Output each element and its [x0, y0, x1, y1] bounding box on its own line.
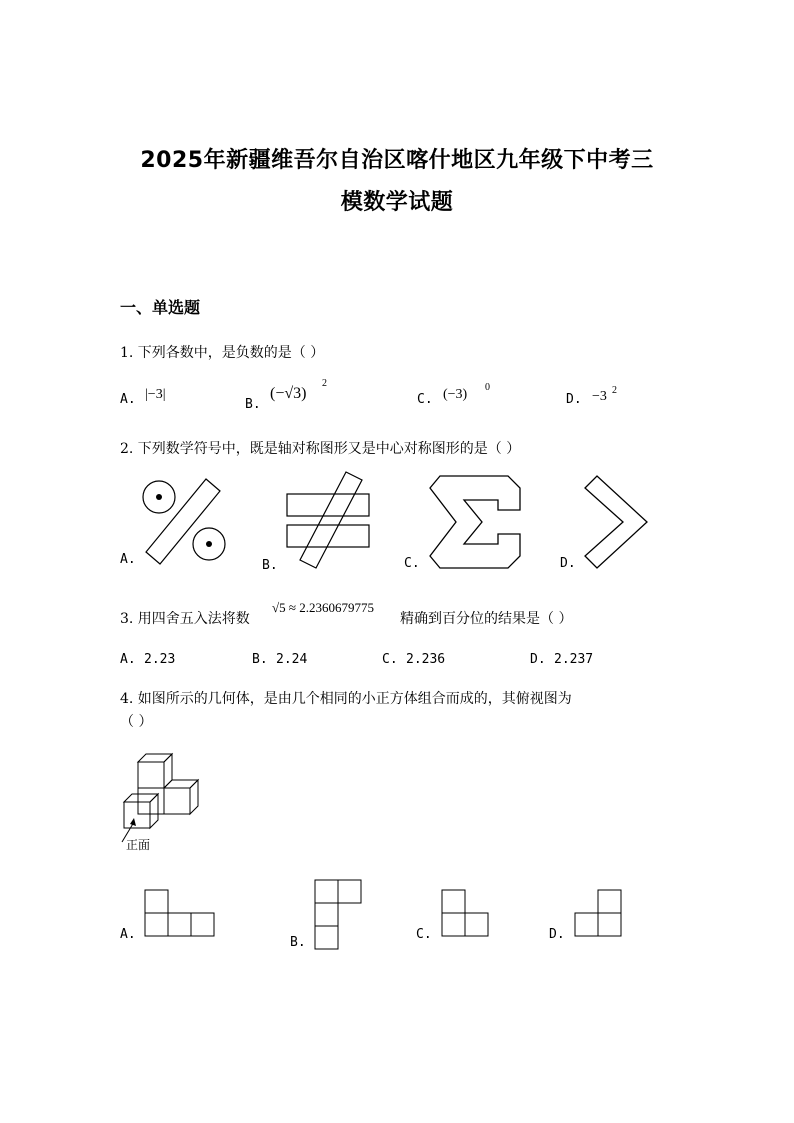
q1-option-a-expr: |−3| — [145, 387, 166, 402]
question-4-stem-line2: （ ） — [120, 714, 153, 730]
question-4-stem-line1: 4. 如图所示的几何体，是由几个相同的小正方体组合而成的，其俯视图为 — [120, 691, 572, 707]
question-2-stem: 2. 下列数学符号中，既是轴对称图形又是中心对称图形的是（ ） — [120, 441, 521, 457]
not-equal-sign-figure — [286, 470, 370, 570]
q1-option-b-sup: 2 — [322, 378, 327, 389]
q1-option-b-expr: (−√3) — [270, 385, 307, 402]
q2-option-b-letter: B. — [262, 558, 278, 573]
q4-option-d-letter: D. — [549, 927, 565, 942]
cube-solid-figure — [118, 750, 204, 850]
q1-option-a-letter: A. — [120, 392, 136, 407]
question-3-stem-after: 精确到百分位的结果是（ ） — [400, 611, 573, 627]
q4-option-c-top-view — [441, 889, 491, 939]
question-1-stem: 1. 下列各数中，是负数的是（ ） — [120, 345, 325, 361]
q4-option-c-letter: C. — [416, 927, 432, 942]
q2-option-d-letter: D. — [560, 556, 576, 571]
sigma-sign-figure — [428, 474, 524, 572]
question-3-stem-before: 3. 用四舍五入法将数 — [120, 611, 250, 627]
document-title-line1: 2025年新疆维吾尔自治区喀什地区九年级下中考三 — [140, 148, 654, 173]
q4-option-a-letter: A. — [120, 927, 136, 942]
q3-option-b-text: 2.24 — [276, 652, 308, 667]
front-view-label: 正面 — [126, 838, 151, 852]
q3-option-b-letter: B. — [252, 652, 268, 667]
q1-option-d-expr: −3 — [592, 389, 607, 404]
q1-option-d-sup: 2 — [612, 385, 617, 396]
q3-option-a-text: 2.23 — [144, 652, 176, 667]
q3-option-d-letter: D. — [530, 652, 546, 667]
q4-option-b-top-view — [314, 879, 362, 951]
q2-option-c-letter: C. — [404, 556, 420, 571]
q1-option-c-expr: (−3) — [443, 387, 468, 402]
q4-option-d-top-view — [574, 889, 624, 939]
q1-option-c-sup: 0 — [485, 382, 490, 393]
document-title-line2: 模数学试题 — [340, 190, 454, 215]
percent-sign-figure — [140, 476, 230, 568]
q2-option-a-letter: A. — [120, 552, 136, 567]
q1-option-c-letter: C. — [417, 392, 433, 407]
question-3-stem-math: √5 ≈ 2.2360679775 — [272, 600, 375, 615]
q3-option-a-letter: A. — [120, 652, 136, 667]
q4-option-b-letter: B. — [290, 935, 306, 950]
q1-option-b-letter: B. — [245, 397, 261, 412]
q1-option-d-letter: D. — [566, 392, 582, 407]
section-heading: 一、单选题 — [120, 298, 201, 317]
q3-option-c-letter: C. — [382, 652, 398, 667]
q4-option-a-top-view — [144, 889, 216, 939]
q3-option-c-text: 2.236 — [406, 652, 446, 667]
greater-than-sign-figure — [583, 474, 649, 570]
q3-option-d-text: 2.237 — [554, 652, 594, 667]
